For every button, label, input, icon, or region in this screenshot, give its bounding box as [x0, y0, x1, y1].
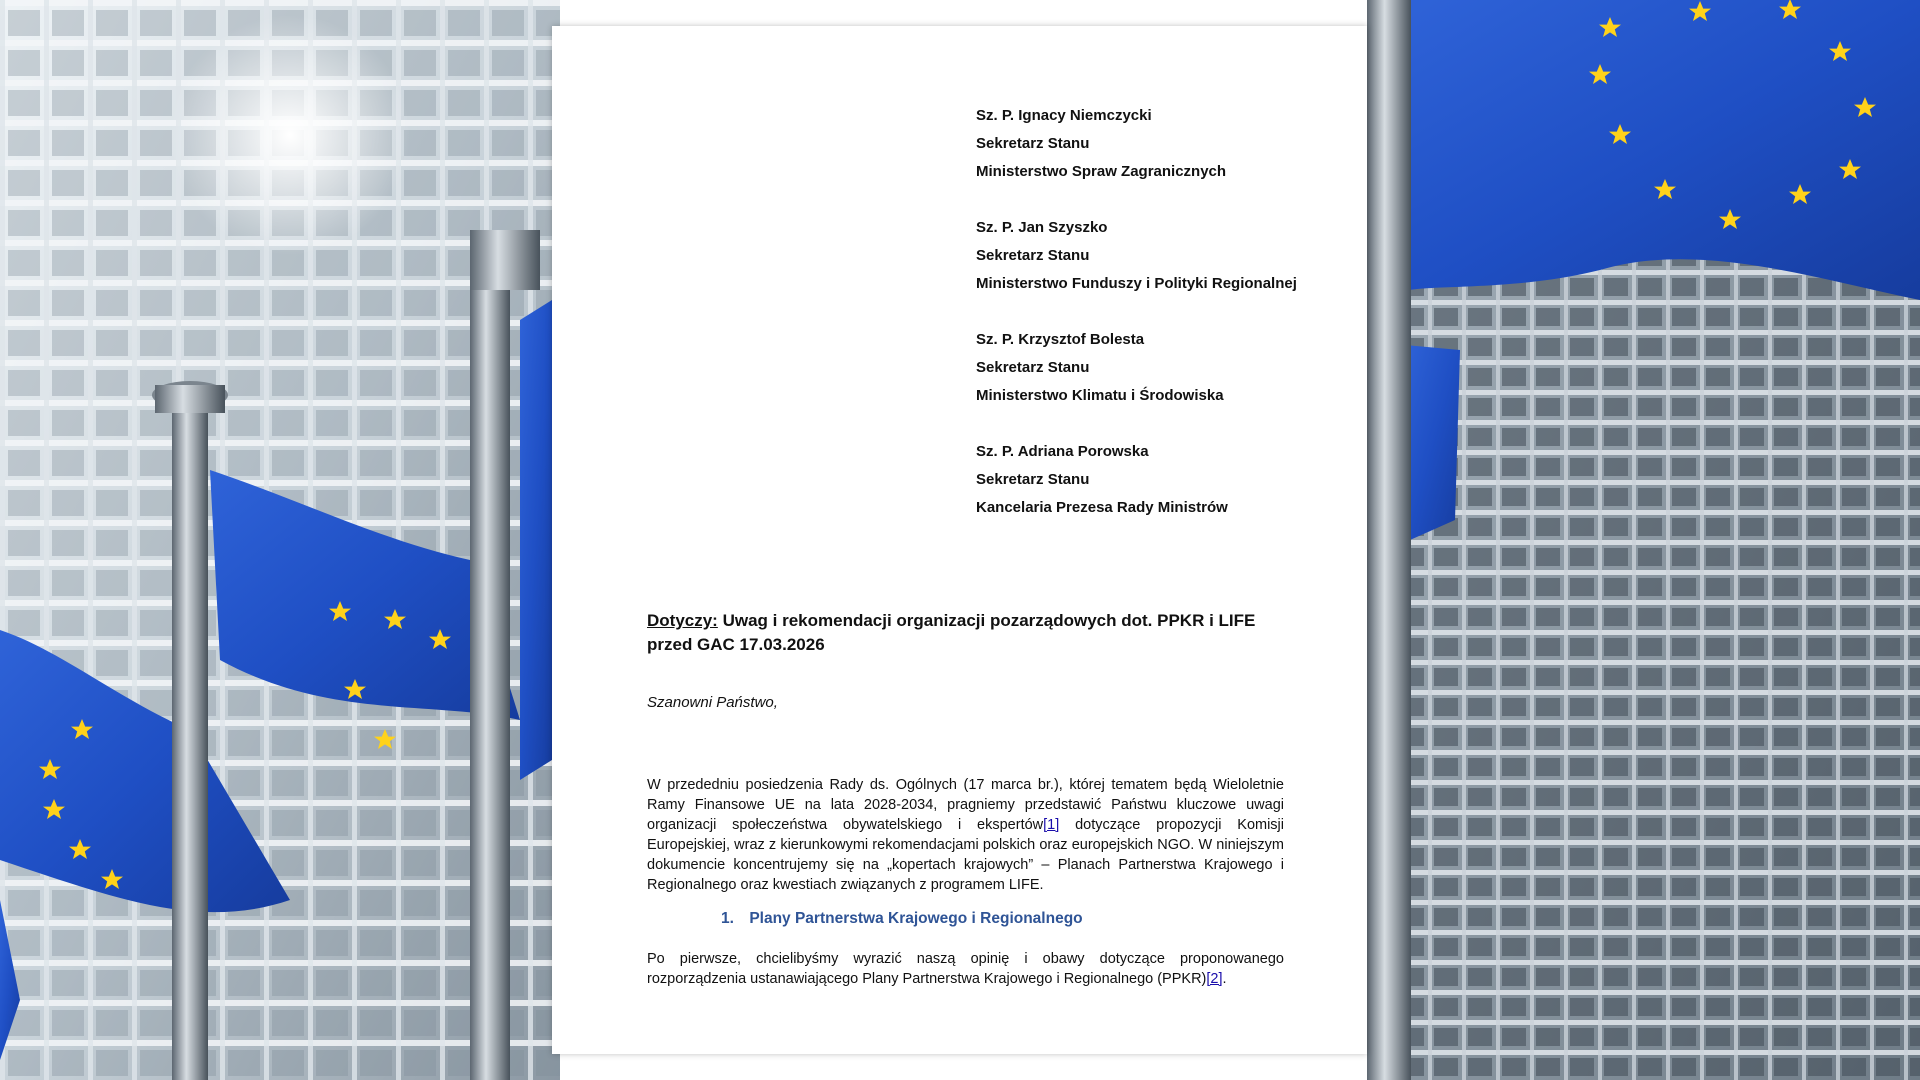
addressee-name: Sz. P. Adriana Porowska — [976, 443, 1149, 460]
letter-page — [552, 26, 1367, 1054]
subject-label: Dotyczy: — [647, 611, 718, 630]
section-number: 1. — [721, 910, 734, 927]
addressee — [976, 438, 1356, 522]
salutation: Szanowni Państwo, — [647, 694, 778, 711]
paragraph-text: W przededniu posiedzenia Rady ds. Ogólnych (17 marca br.), której tematem będą Wieloletnie Ramy Finansowe UE na lata 2028-2034, pragniemy przedstawić Państwu kluczowe uwagi organizacji społeczeństwa obywatelskiego i ekspertów — [647, 777, 1284, 833]
addressee-institution: Ministerstwo Spraw Zagranicznych — [976, 163, 1227, 180]
subject-text: Uwag i rekomendacji organizacji pozarządowych dot. PPKR i LIFE przed GAC 17.03.2026 — [647, 611, 1256, 654]
paragraph-text: . — [1222, 971, 1227, 987]
subject-line — [647, 609, 1284, 657]
intro-paragraph — [647, 775, 1284, 895]
addressee — [976, 102, 1356, 186]
addressee-institution: Kancelaria Prezesa Rady Ministrów — [976, 499, 1228, 516]
addressee-title: Sekretarz Stanu — [976, 247, 1090, 264]
section-heading — [721, 910, 1281, 928]
addressee-name: Sz. P. Jan Szyszko — [976, 219, 1108, 236]
addressee — [976, 214, 1356, 298]
addressee-title: Sekretarz Stanu — [976, 471, 1090, 488]
addressee-block — [976, 102, 1356, 550]
section-paragraph — [647, 949, 1284, 989]
addressee-name: Sz. P. Ignacy Niemczycki — [976, 107, 1152, 124]
paragraph-text: Po pierwsze, chcielibyśmy wyrazić naszą opinię i obawy dotyczące proponowanego rozporządzenia ustanawiającego Plany Partnerstwa Krajowego i Regionalnego (PPKR) — [647, 951, 1284, 987]
section-title: Plany Partnerstwa Krajowego i Regionalnego — [749, 910, 1083, 927]
addressee — [976, 326, 1356, 410]
footnote-link[interactable]: [2] — [1206, 971, 1223, 987]
addressee-institution: Ministerstwo Klimatu i Środowiska — [976, 387, 1224, 404]
footnote-link[interactable]: [1] — [1043, 817, 1060, 833]
addressee-title: Sekretarz Stanu — [976, 359, 1090, 376]
addressee-institution: Ministerstwo Funduszy i Polityki Regionalnej — [976, 275, 1297, 292]
paragraph-text: dotyczące propozycji Komisji Europejskiej, wraz z kierunkowymi rekomendacjami polskich oraz europejskich NGO. W niniejszym dokumencie koncentrujemy się na „kopertach krajowych” – Planach Partnerstwa Krajowego i Regionalnego oraz kwestiach związanych z programem LIFE. — [647, 817, 1285, 893]
addressee-name: Sz. P. Krzysztof Bolesta — [976, 331, 1145, 348]
addressee-title: Sekretarz Stanu — [976, 135, 1090, 152]
